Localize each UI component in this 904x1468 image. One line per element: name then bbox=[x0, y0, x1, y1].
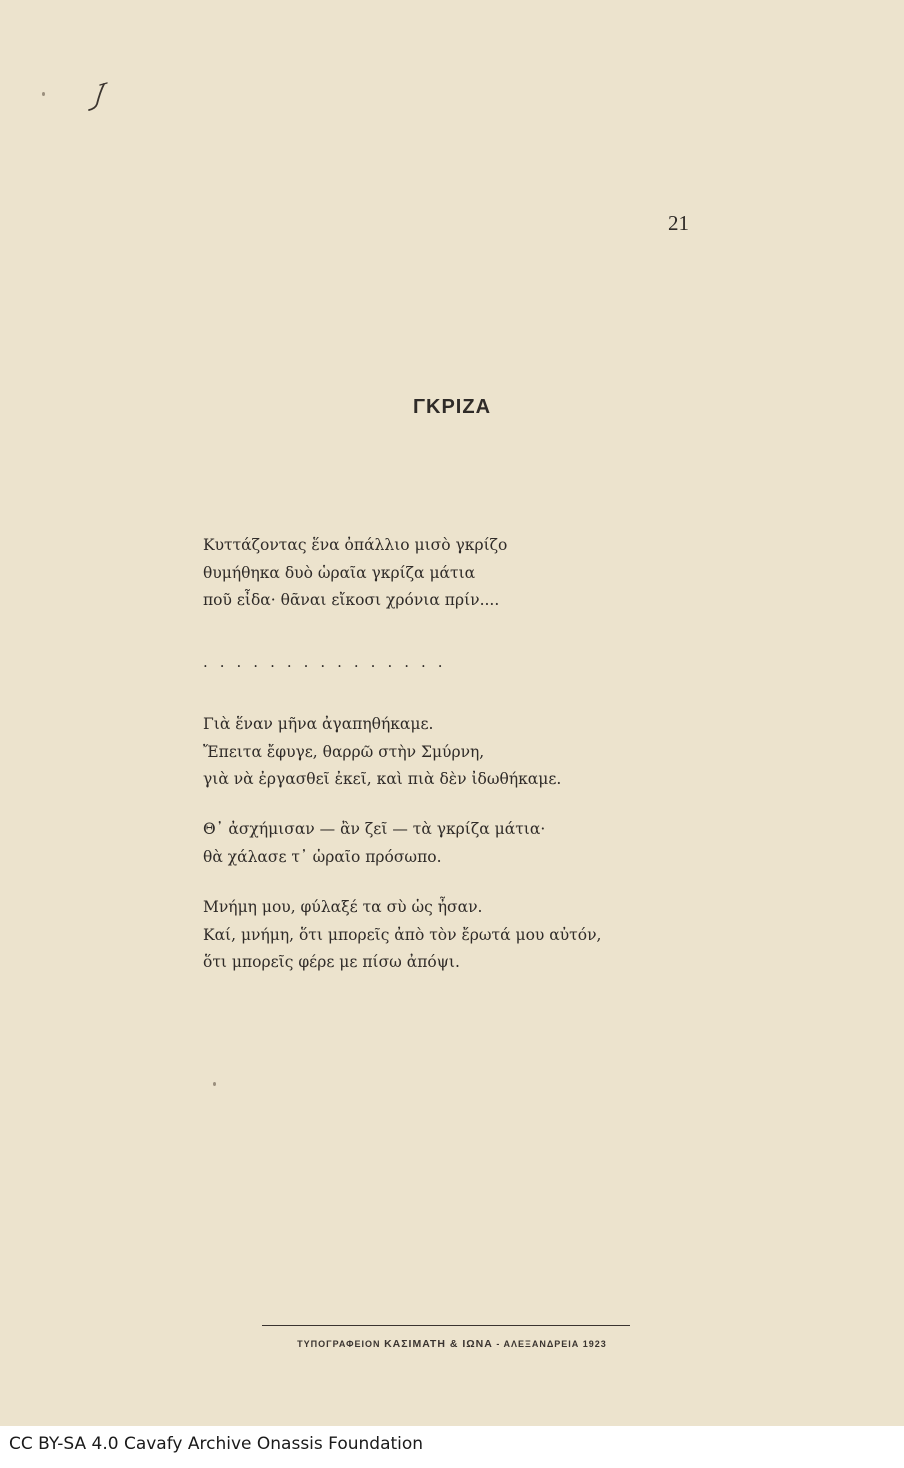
paper-speck bbox=[213, 1082, 216, 1086]
license-credit: CC BY-SA 4.0 Cavafy Archive Onassis Foundation bbox=[9, 1434, 424, 1454]
poem-line: Μνήμη μου, φύλαξέ τα σὺ ὡς ἦσαν. bbox=[203, 898, 483, 916]
poem-line: Καί, μνήμη, ὅτι μπορεῖς ἀπὸ τὸν ἔρωτά μου αὐτόν, bbox=[203, 925, 602, 944]
poem-line: Ἔπειτα ἔφυγε, θαρρῶ στὴν Σμύρνη, bbox=[203, 742, 485, 761]
stanza-2 bbox=[203, 711, 561, 794]
printer-imprint bbox=[0, 1338, 904, 1350]
imprint-rule bbox=[262, 1325, 630, 1326]
poem-line: ποῦ εἶδα· θᾶναι εἴκοσι χρόνια πρίν.... bbox=[203, 591, 500, 609]
paper-speck bbox=[42, 92, 45, 96]
poem-line: θὰ χάλασε τ᾽ ὡραῖο πρόσωπο. bbox=[203, 847, 442, 866]
poem-line: θυμήθηκα δυὸ ὡραῖα γκρίζα μάτια bbox=[203, 563, 476, 582]
stanza-3 bbox=[203, 816, 545, 871]
poem-line: ὅτι μπορεῖς φέρε με πίσω ἀπόψι. bbox=[203, 953, 460, 971]
poem-line: γιὰ νὰ ἐργασθεῖ ἐκεῖ, καὶ πιὰ δὲν ἰδωθήκαμε. bbox=[203, 770, 562, 788]
stanza-4 bbox=[203, 894, 601, 977]
stanza-1 bbox=[203, 532, 507, 615]
imprint-place-year: - ΑΛΕΞΑΝΔΡΕΙΑ 1923 bbox=[496, 1339, 607, 1349]
page-number: 21 bbox=[668, 211, 689, 235]
imprint-printer-name: ΚΑΣΙΜΑΤΗ & ΙΩΝΑ bbox=[384, 1338, 493, 1350]
stanza-separator-dots: ............... bbox=[203, 653, 455, 671]
poem-line: Γιὰ ἕναν μῆνα ἀγαπηθήκαμε. bbox=[203, 715, 434, 733]
poem-line: Θ᾽ ἀσχήμισαν — ἂν ζεῖ — τὰ γκρίζα μάτια· bbox=[203, 820, 546, 838]
imprint-printer-label: ΤΥΠΟΓΡΑΦΕΙΟΝ bbox=[297, 1339, 381, 1349]
pencil-mark bbox=[86, 78, 110, 114]
poem-line: Κυττάζοντας ἕνα ὀπάλλιο μισὸ γκρίζο bbox=[203, 536, 508, 554]
poem-title: ΓΚΡΙΖΑ bbox=[412, 396, 492, 418]
